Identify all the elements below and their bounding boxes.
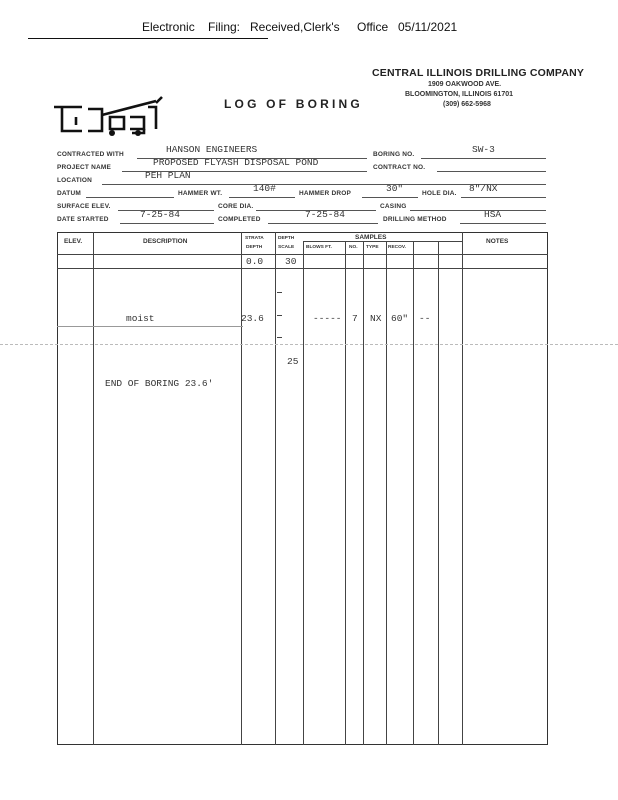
label-date-started: DATE STARTED xyxy=(57,216,109,223)
label-location: LOCATION xyxy=(57,177,93,184)
stamp-filing: Filing: xyxy=(208,20,241,34)
description-moist: moist xyxy=(126,313,155,324)
header-strata-depth: DEPTH xyxy=(246,245,263,250)
value-hole-dia: 8"/NX xyxy=(469,183,498,194)
label-core-dia: CORE DIA. xyxy=(218,203,254,210)
label-surface-elev: SURFACE ELEV. xyxy=(57,203,111,210)
value-hammer-wt: 140# xyxy=(253,183,276,194)
label-casing: CASING xyxy=(380,203,407,210)
value-contracted-with: HANSON ENGINEERS xyxy=(166,144,258,155)
header-depth-scale: SCALE xyxy=(278,245,295,250)
strata-depth-top: 0.0 xyxy=(246,256,264,267)
sample-recov-row1: 60" xyxy=(391,313,409,324)
stamp-underline xyxy=(28,38,268,39)
header-notes: NOTES xyxy=(486,238,509,245)
header-elev: ELEV. xyxy=(64,238,83,245)
scale-mark-30: 30 xyxy=(285,256,297,267)
value-completed: 7-25-84 xyxy=(305,209,345,220)
value-boring-no: SW-3 xyxy=(472,144,495,155)
value-drilling-method: HSA xyxy=(484,209,502,220)
label-hammer-wt: HAMMER WT. xyxy=(178,190,223,197)
scan-artifact-line xyxy=(0,344,618,345)
end-of-boring-note: END OF BORING 23.6' xyxy=(105,378,214,389)
header-type: TYPE xyxy=(366,245,379,250)
label-datum: DATUM xyxy=(57,190,81,197)
header-depth: DEPTH xyxy=(278,236,295,241)
label-hammer-drop: HAMMER DROP xyxy=(299,190,352,197)
label-project-name: PROJECT NAME xyxy=(57,164,112,171)
stamp-electronic: Electronic xyxy=(142,20,195,34)
header-samples: SAMPLES xyxy=(355,234,387,241)
scale-mark-25: 25 xyxy=(287,356,299,367)
sample-no-row1: 7 xyxy=(352,313,358,324)
document-title: LOG OF BORING xyxy=(224,97,363,111)
drill-truck-logo-icon xyxy=(52,95,164,137)
label-boring-no: BORING NO. xyxy=(373,151,415,158)
company-name: CENTRAL ILLINOIS DRILLING COMPANY xyxy=(372,67,585,79)
company-phone: (309) 662-5968 xyxy=(443,101,491,108)
stamp-received: Received,Clerk's xyxy=(250,20,340,34)
value-project-name: PROPOSED FLYASH DISPOSAL POND xyxy=(153,157,319,168)
label-hole-dia: HOLE DIA. xyxy=(422,190,457,197)
header-description: DESCRIPTION xyxy=(143,238,188,245)
sample-extra-row1: -- xyxy=(419,313,431,324)
header-recov: RECOV. xyxy=(388,245,406,250)
sample-type-row1: NX xyxy=(370,313,382,324)
blows-row1: ----- xyxy=(313,313,342,324)
stamp-office: Office xyxy=(357,20,389,34)
label-contracted-with: CONTRACTED WITH xyxy=(57,151,124,158)
label-completed: COMPLETED xyxy=(218,216,261,223)
company-address-2: BLOOMINGTON, ILLINOIS 61701 xyxy=(405,91,514,98)
value-date-started: 7-25-84 xyxy=(140,209,180,220)
header-no: NO. xyxy=(349,245,358,250)
label-drilling-method: DRILLING METHOD xyxy=(383,216,447,223)
label-contract-no: CONTRACT NO. xyxy=(373,164,426,171)
value-hammer-drop: 30" xyxy=(386,183,404,194)
company-address-1: 1909 OAKWOOD AVE. xyxy=(428,81,502,88)
strata-depth-row1: 23.6 xyxy=(241,313,264,324)
value-location: PEH PLAN xyxy=(145,170,191,181)
header-blows-ft: BLOWS FT. xyxy=(306,245,332,250)
stamp-date: 05/11/2021 xyxy=(398,20,458,34)
header-strata: STRATA xyxy=(245,236,264,241)
